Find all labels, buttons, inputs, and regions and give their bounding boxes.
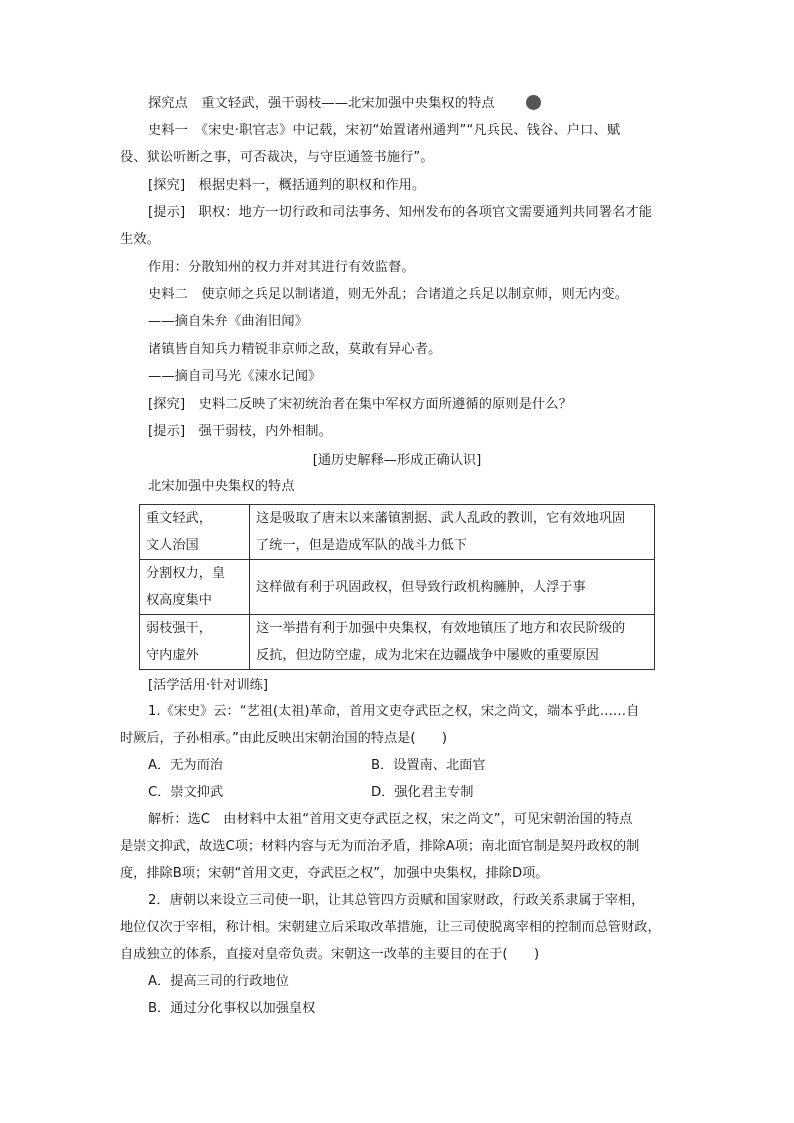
q2-option-a: A．提高三司的行政地位 [148,974,289,989]
q1-line2: 时厥后，子孙相承。”由此反映出宋朝治国的特点是( ) [120,731,448,746]
q1-analysis-line3: 度，排除B项；宋朝“首用文吏，夺武臣之权”，加强中央集权，排除D项。 [120,866,549,881]
q2-option-b: B．通过分化事权以加强皇权 [148,1001,316,1016]
section-banner: [通历史解释—形成正确认识] [312,453,482,468]
features-table [139,504,655,670]
table-title: 北宋加强中央集权的特点 [148,479,295,494]
description-cell: 这是吸取了唐末以来藩镇割据、武人乱政的教训，它有效地巩固 了统一，但是造成军队的战斗力低下 [250,505,655,560]
material2-source2: ——摘自司马光《涑水记闻》 [148,369,322,384]
material2-line2: 诸镇皆自知兵力精锐非京师之敌，莫敢有异心者。 [148,342,442,357]
feature-cell: 分割权力，皇 权高度集中 [140,560,250,615]
inquiry1-hint-line1: [提示] 职权：地方一切行政和司法事务、知州发布的各项官文需要通判共同署名才能 [148,205,653,220]
q1-option-c: C．崇文抑武 [148,785,224,800]
q1-option-d: D．强化君主专制 [371,785,474,800]
inquiry1-hint-line2: 生效。 [120,232,161,247]
table-row [140,615,655,670]
section-heading: 探究点 重文轻武，强干弱枝——北宋加强中央集权的特点 [148,96,495,111]
inquiry2-question: [探究] 史料二反映了宋初统治者在集中军权方面所遵循的原则是什么？ [148,397,573,412]
material2-source1: ——摘自朱弁《曲洧旧闻》 [148,314,309,329]
practice-header: [活学活用·针对训练] [148,678,268,693]
material1-line2: 役、狱讼听断之事，可否裁决，与守臣通签书施行”。 [120,150,434,165]
table-row [140,505,655,560]
q1-analysis-line1: 解析：选C 由材料中太祖“首用文吏夺武臣之权，宋之尚文”，可见宋朝治国的特点 [148,812,633,827]
feature-cell: 重文轻武， 文人治国 [140,505,250,560]
bullet-dot-icon [526,95,541,110]
q2-line3: 自成独立的体系，直接对皇帝负责。宋朝这一改革的主要目的在于( ) [120,947,540,962]
q2-line1: 2．唐朝以来设立三司使一职，让其总管四方贡赋和国家财政，行政关系隶属于宰相， [148,893,645,908]
q1-option-a: A．无为而治 [148,758,223,773]
q1-line1: 1.《宋史》云：“艺祖(太祖)革命，首用文吏夺武臣之权，宋之尚文，端本乎此……自 [148,704,640,719]
inquiry1-hint-line3: 作用：分散知州的权力并对其进行有效监督。 [148,260,415,275]
inquiry1-question: [探究] 根据史料一，概括通判的职权和作用。 [148,178,426,193]
q1-option-b: B．设置南、北面官 [371,758,486,773]
description-cell: 这一举措有利于加强中央集权，有效地镇压了地方和农民阶级的 反抗，但边防空虚，成为北宋在边疆战争中屡败的重要原因 [250,615,655,670]
description-cell: 这样做有利于巩固政权，但导致行政机构臃肿，人浮于事 [250,560,655,615]
q2-line2: 地位仅次于宰相，称计相。宋朝建立后采取改革措施，让三司使脱离宰相的控制而总管财政， [120,920,661,935]
feature-cell: 弱枝强干， 守内虚外 [140,615,250,670]
material2-line1: 史料二 使京师之兵足以制诸道，则无外乱；合诸道之兵足以制京师，则无内变。 [148,287,629,302]
inquiry2-hint: [提示] 强干弱枝，内外相制。 [148,424,332,439]
q1-analysis-line2: 是崇文抑武，故选C项；材料内容与无为而治矛盾，排除A项；南北面官制是契丹政权的制 [120,839,640,854]
material1-line1: 史料一 《宋史·职官志》中记载，宋初“始置诸州通判”“凡兵民、钱谷、户口、赋 [148,123,621,138]
table-row [140,560,655,615]
